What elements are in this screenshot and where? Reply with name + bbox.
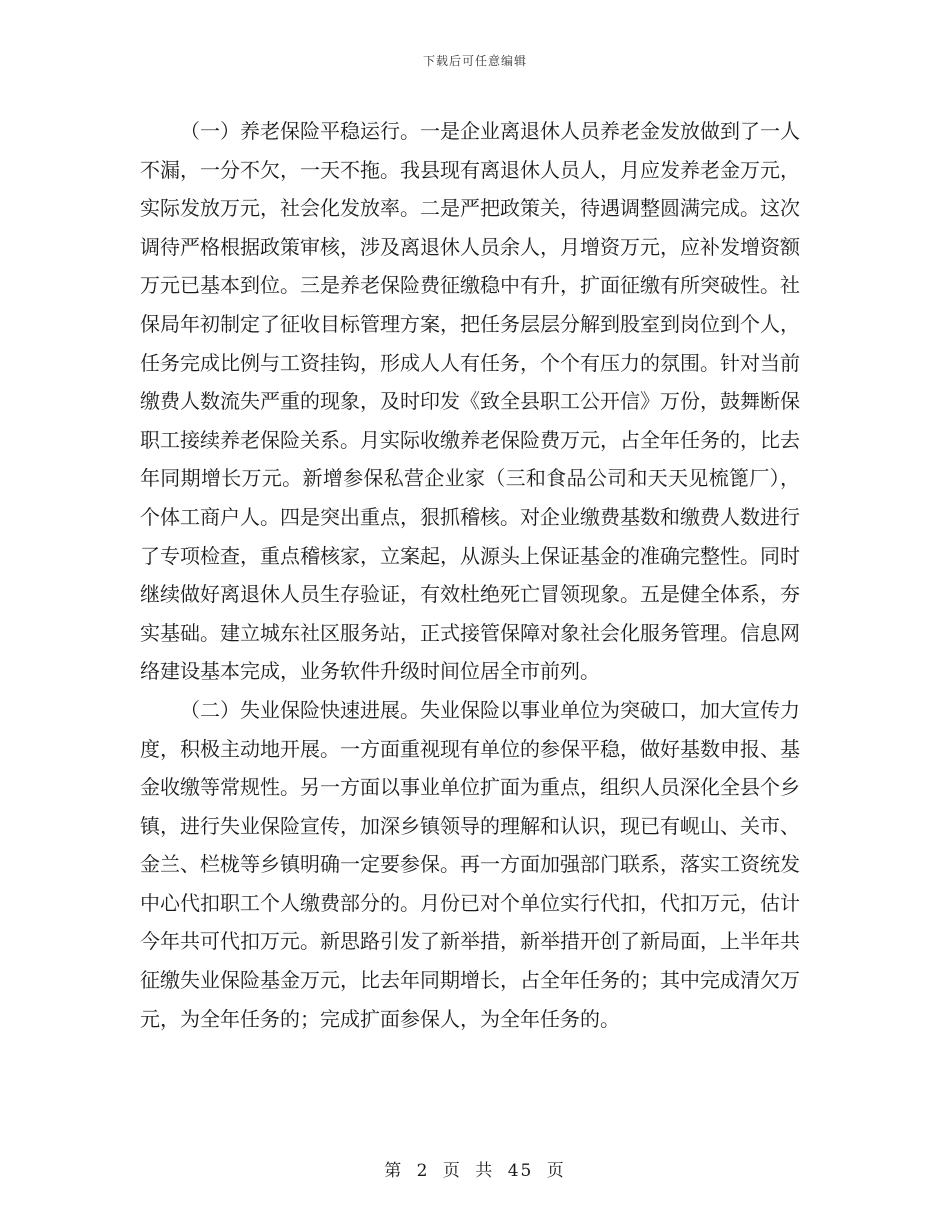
document-body: [140, 112, 800, 1038]
page-number-footer: 第 2 页 共 45 页: [384, 1161, 566, 1181]
page-header: 下载后可任意编辑: [422, 54, 527, 68]
paragraph-pension-insurance: （一）养老保险平稳运行。一是企业离退休人员养老金发放做到了一人不漏，一分不欠，一天不拖。我县现有离退休人员人，月应发养老金万元，实际发放万元，社会化发放率。二是严把政策关，待遇调整圆满完成。这次调待严格根据政策审核，涉及离退休人员余人，月增资万元，应补发增资额万元已基本到位。三是养老保险费征缴稳中有升，扩面征缴有所突破性。社保局年初制定了征收目标管理方案，把任务层层分解到股室到岗位到个人，任务完成比例与工资挂钩，形成人人有任务，个个有压力的氛围。针对当前缴费人数流失严重的现象，及时印发《致全县职工公开信》万份，鼓舞断保职工接续养老保险关系。月实际收缴养老保险费万元，占全年任务的，比去年同期增长万元。新增参保私营企业家（三和食品公司和天天见梳篦厂），个体工商户人。四是突出重点，狠抓稽核。对企业缴费基数和缴费人数进行了专项检查，重点稽核家，立案起，从源头上保证基金的准确完整性。同时继续做好离退休人员生存验证，有效杜绝死亡冒领现象。五是健全体系，夯实基础。建立城东社区服务站，正式接管保障对象社会化服务管理。信息网络建设基本完成，业务软件升级时间位居全市前列。: [140, 119, 800, 684]
paragraph-unemployment-insurance: （二）失业保险快速进展。失业保险以事业单位为突破口，加大宣传力度，积极主动地开展。一方面重视现有单位的参保平稳，做好基数申报、基金收缴等常规性。另一方面以事业单位扩面为重点，组织人员深化全县个乡镇，进行失业保险宣传，加深乡镇领导的理解和认识，现已有岘山、关市、金兰、栏栊等乡镇明确一定要参保。再一方面加强部门联系，落实工资统发中心代扣职工个人缴费部分的。月份已对个单位实行代扣，代扣万元，估计今年共可代扣万元。新思路引发了新举措，新举措开创了新局面，上半年共征缴失业保险基金万元，比去年同期增长，占全年任务的；其中完成清欠万元，为全年任务的；完成扩面参保人，为全年任务的。: [140, 697, 800, 1031]
